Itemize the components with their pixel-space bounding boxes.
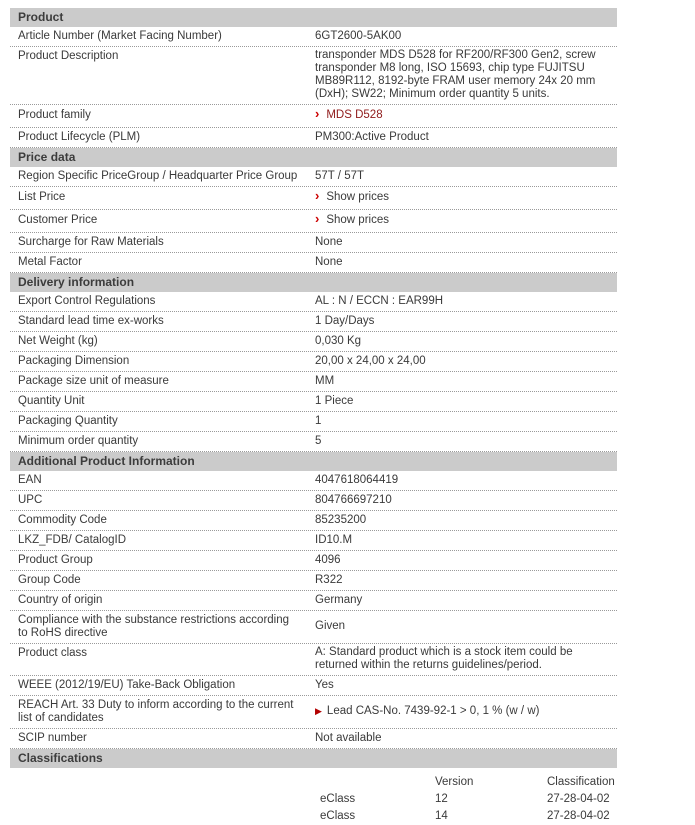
row-label: Compliance with the substance restrictions according to RoHS directive bbox=[18, 614, 290, 639]
row-label: Minimum order quantity bbox=[18, 435, 139, 447]
table-row bbox=[10, 372, 617, 392]
section-additional-product-information bbox=[10, 452, 617, 749]
row-label: Article Number (Market Facing Number) bbox=[18, 30, 222, 42]
row-label: Country of origin bbox=[18, 594, 103, 606]
table-row bbox=[315, 808, 617, 825]
table-row bbox=[10, 432, 617, 452]
table-row bbox=[10, 412, 617, 432]
row-label: UPC bbox=[18, 494, 43, 506]
row-label: REACH Art. 33 Duty to inform according to the current list of candidates bbox=[18, 699, 294, 724]
row-label: Standard lead time ex-works bbox=[18, 315, 164, 327]
row-value: AL : N / ECCN : EAR99H bbox=[315, 294, 444, 307]
reach-substance-text: Lead CAS-No. 7439-92-1 > 0, 1 % (w / w) bbox=[326, 705, 540, 717]
column-header-version: Version bbox=[435, 776, 474, 788]
section-header-product: Product bbox=[10, 8, 617, 27]
table-row bbox=[10, 591, 617, 611]
row-label: SCIP number bbox=[18, 732, 87, 744]
row-label: List Price bbox=[18, 191, 66, 203]
section-header-additional-product-information: Additional Product Information bbox=[10, 452, 617, 471]
table-row bbox=[10, 187, 617, 210]
row-value: transponder MDS D528 for RF200/RF300 Gen2, screw transponder M8 long, ISO 15693, chip type FUJITSU MB89R112, 8192-byte FRAM user memory 24x 20 mm (DxH); SW22; Minimum order quantity 5 units. bbox=[315, 49, 596, 100]
row-label: Packaging Quantity bbox=[18, 415, 118, 427]
reach-substance-entry bbox=[315, 705, 539, 718]
row-value: R322 bbox=[315, 573, 343, 586]
table-row bbox=[10, 47, 617, 105]
section-product bbox=[10, 8, 617, 148]
row-label: Product Description bbox=[18, 50, 119, 62]
row-value: 57T / 57T bbox=[315, 169, 365, 182]
row-value: 1 Day/Days bbox=[315, 314, 375, 327]
row-value: MM bbox=[315, 374, 335, 387]
table-row bbox=[10, 253, 617, 273]
table-row bbox=[10, 531, 617, 551]
row-value: 0,030 Kg bbox=[315, 334, 362, 347]
row-label: Commodity Code bbox=[18, 514, 107, 526]
list-price-show-prices-link[interactable] bbox=[315, 190, 389, 204]
section-delivery-information bbox=[10, 273, 617, 452]
row-label: Group Code bbox=[18, 574, 81, 586]
table-row bbox=[10, 611, 617, 644]
table-cell-classification: 27-28-04-02 bbox=[547, 793, 610, 805]
triangle-right-icon: ▶ bbox=[315, 706, 322, 716]
table-row bbox=[10, 511, 617, 531]
column-header-system bbox=[315, 774, 435, 791]
row-label: Net Weight (kg) bbox=[18, 335, 98, 347]
customer-price-show-prices-link[interactable] bbox=[315, 213, 389, 227]
table-cell-system: eClass bbox=[320, 793, 356, 805]
show-prices-link-label: Show prices bbox=[326, 191, 389, 203]
table-row bbox=[10, 676, 617, 696]
section-header-delivery-information: Delivery information bbox=[10, 273, 617, 292]
table-row bbox=[10, 210, 617, 233]
table-row bbox=[10, 167, 617, 187]
row-label: Packaging Dimension bbox=[18, 355, 130, 367]
table-row bbox=[10, 27, 617, 47]
table-row bbox=[10, 233, 617, 253]
classifications-header-row bbox=[315, 774, 617, 791]
table-row bbox=[315, 791, 617, 808]
row-label: Product Group bbox=[18, 554, 93, 566]
chevron-right-icon: › bbox=[315, 106, 320, 121]
product-details-panel bbox=[10, 8, 617, 825]
product-family-link-label: MDS D528 bbox=[326, 109, 383, 121]
row-value: A: Standard product which is a stock item could be returned within the returns guidelines/period. bbox=[315, 646, 573, 671]
row-value: 804766697210 bbox=[315, 493, 392, 506]
table-cell-system: eClass bbox=[320, 810, 356, 822]
table-cell-version: 14 bbox=[435, 810, 448, 822]
section-classifications bbox=[10, 749, 617, 825]
table-row bbox=[10, 644, 617, 676]
row-label: Product family bbox=[18, 109, 91, 121]
table-row bbox=[10, 105, 617, 128]
product-family-link[interactable] bbox=[315, 108, 383, 122]
chevron-right-icon: › bbox=[315, 188, 320, 203]
table-cell-classification: 27-28-04-02 bbox=[547, 810, 610, 822]
row-value bbox=[315, 705, 617, 718]
row-label: Export Control Regulations bbox=[18, 295, 156, 307]
column-header-classification: Classification bbox=[547, 776, 615, 788]
row-value: 1 bbox=[315, 414, 322, 427]
table-row bbox=[10, 471, 617, 491]
table-row bbox=[10, 312, 617, 332]
row-value: 6GT2600-5AK00 bbox=[315, 29, 402, 42]
row-value: Not available bbox=[315, 731, 382, 744]
row-value: ID10.M bbox=[315, 533, 353, 546]
row-label: Metal Factor bbox=[18, 256, 82, 268]
table-row bbox=[10, 571, 617, 591]
row-value bbox=[315, 190, 617, 204]
row-label: Quantity Unit bbox=[18, 395, 85, 407]
row-value: PM300:Active Product bbox=[315, 130, 429, 143]
show-prices-link-label: Show prices bbox=[326, 214, 389, 226]
row-value: Germany bbox=[315, 593, 363, 606]
row-label: Region Specific PriceGroup / Headquarter Price Group bbox=[18, 170, 298, 182]
table-row bbox=[10, 696, 617, 729]
row-value: 1 Piece bbox=[315, 394, 354, 407]
section-price-data bbox=[10, 148, 617, 273]
row-value: 5 bbox=[315, 434, 322, 447]
table-row bbox=[10, 128, 617, 148]
table-cell-version: 12 bbox=[435, 793, 448, 805]
row-label: EAN bbox=[18, 474, 42, 486]
row-label: Surcharge for Raw Materials bbox=[18, 236, 164, 248]
row-value: Yes bbox=[315, 678, 334, 691]
row-label: Package size unit of measure bbox=[18, 375, 169, 387]
row-value bbox=[315, 108, 617, 122]
row-value: 4096 bbox=[315, 553, 341, 566]
row-label: WEEE (2012/19/EU) Take-Back Obligation bbox=[18, 679, 236, 691]
table-row bbox=[10, 491, 617, 511]
section-header-price-data: Price data bbox=[10, 148, 617, 167]
row-label: Product class bbox=[18, 647, 88, 659]
row-value bbox=[315, 213, 617, 227]
row-label: LKZ_FDB/ CatalogID bbox=[18, 534, 127, 546]
section-header-classifications: Classifications bbox=[10, 749, 617, 768]
row-value: 4047618064419 bbox=[315, 473, 399, 486]
table-row bbox=[10, 729, 617, 749]
chevron-right-icon: › bbox=[315, 211, 320, 226]
row-value: 85235200 bbox=[315, 513, 367, 526]
table-row bbox=[10, 292, 617, 312]
table-row bbox=[10, 332, 617, 352]
classifications-table bbox=[315, 774, 617, 825]
table-row bbox=[10, 392, 617, 412]
row-value: None bbox=[315, 255, 343, 268]
row-value: 20,00 x 24,00 x 24,00 bbox=[315, 354, 426, 367]
row-value: None bbox=[315, 235, 343, 248]
table-row bbox=[10, 352, 617, 372]
row-label: Customer Price bbox=[18, 214, 98, 226]
table-row bbox=[10, 551, 617, 571]
row-value: Given bbox=[315, 620, 346, 632]
row-label: Product Lifecycle (PLM) bbox=[18, 131, 141, 143]
